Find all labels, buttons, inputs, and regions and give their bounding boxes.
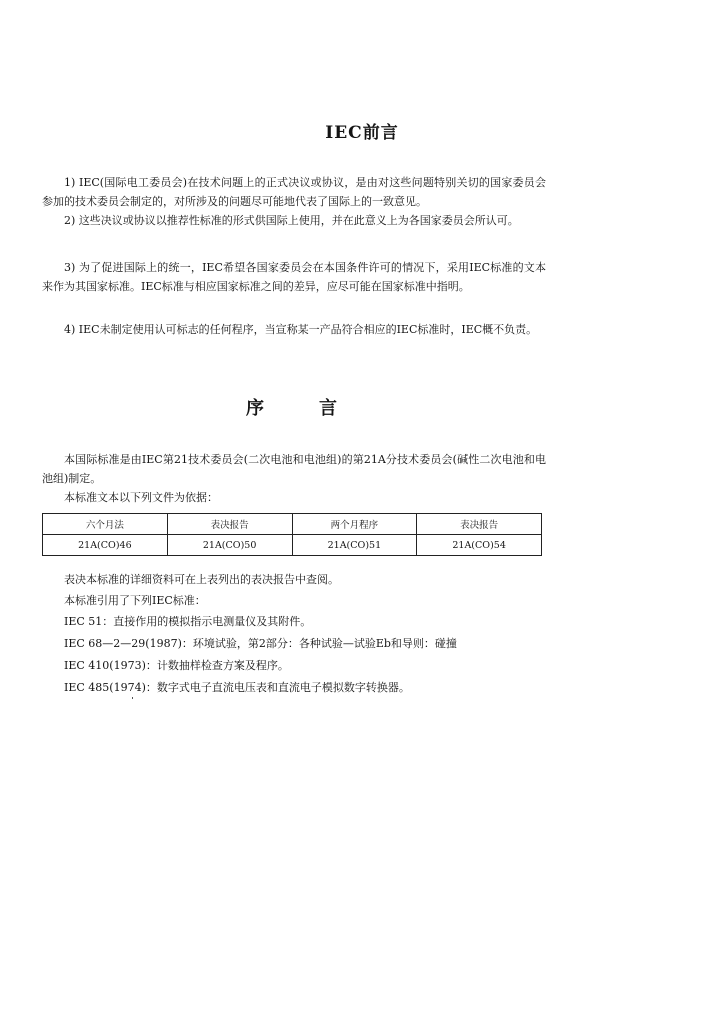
reference-iec-68-2-29: IEC 68—2—29(1987)：环境试验，第2部分：各种试验—试验Eb和导则：碰撞: [64, 637, 457, 650]
documents-table: [42, 513, 542, 556]
foreword-paragraph-2: 2) 这些决议或协议以推荐性标准的形式供国际上使用，并在此意义上为各国家委员会所认可。: [64, 214, 519, 227]
preface-title-left: 序: [246, 398, 264, 419]
reference-iec-410: IEC 410(1973)：计数抽样检查方案及程序。: [64, 659, 289, 672]
table-cell: 21A(CO)50: [167, 535, 292, 556]
preface-line-referenced-standards: 本标准引用了下列IEC标准：: [64, 594, 206, 607]
table-header-cell: 表决报告: [167, 514, 292, 535]
foreword-paragraph-1: 1) IEC(国际电工委员会)在技术问题上的正式决议或协议，是由对这些问题特别关切的国家委员会参加的技术委员会制定的，对所涉及的问题尽可能地代表了国际上的一致意见。: [42, 176, 546, 208]
preface-line-voting-details: 表决本标准的详细资料可在上表列出的表决报告中查阅。: [64, 573, 339, 586]
preface-intro: 本国际标准是由IEC第21技术委员会(二次电池和电池组)的第21A分技术委员会(碱性二次电池和电池组)制定。: [42, 453, 546, 485]
table-header-cell: 两个月程序: [292, 514, 417, 535]
scan-speck: [132, 697, 133, 699]
reference-iec-485: IEC 485(1974)：数字式电子直流电压表和直流电子模拟数字转换器。: [64, 681, 410, 694]
table-row: [43, 535, 542, 556]
iec-foreword-title: IEC前言: [325, 123, 399, 143]
foreword-paragraph-3: 3) 为了促进国际上的统一，IEC希望各国家委员会在本国条件许可的情况下，采用IEC标准的文本来作为其国家标准。IEC标准与相应国家标准之间的差异，应尽可能在国家标准中指明。: [42, 261, 546, 293]
table-header-row: [43, 514, 542, 535]
table-cell: 21A(CO)46: [43, 535, 168, 556]
table-cell: 21A(CO)51: [292, 535, 417, 556]
table-header-cell: 六个月法: [43, 514, 168, 535]
table-header-cell: 表决报告: [417, 514, 542, 535]
reference-iec-51: IEC 51：直接作用的模拟指示电测量仪及其附件。: [64, 615, 312, 628]
foreword-paragraph-4: 4) IEC未制定使用认可标志的任何程序，当宣称某一产品符合相应的IEC标准时，IEC概不负责。: [64, 323, 538, 336]
preface-basis: 本标准文本以下列文件为依据：: [64, 491, 218, 504]
preface-title-right: 言: [319, 398, 337, 419]
table-cell: 21A(CO)54: [417, 535, 542, 556]
